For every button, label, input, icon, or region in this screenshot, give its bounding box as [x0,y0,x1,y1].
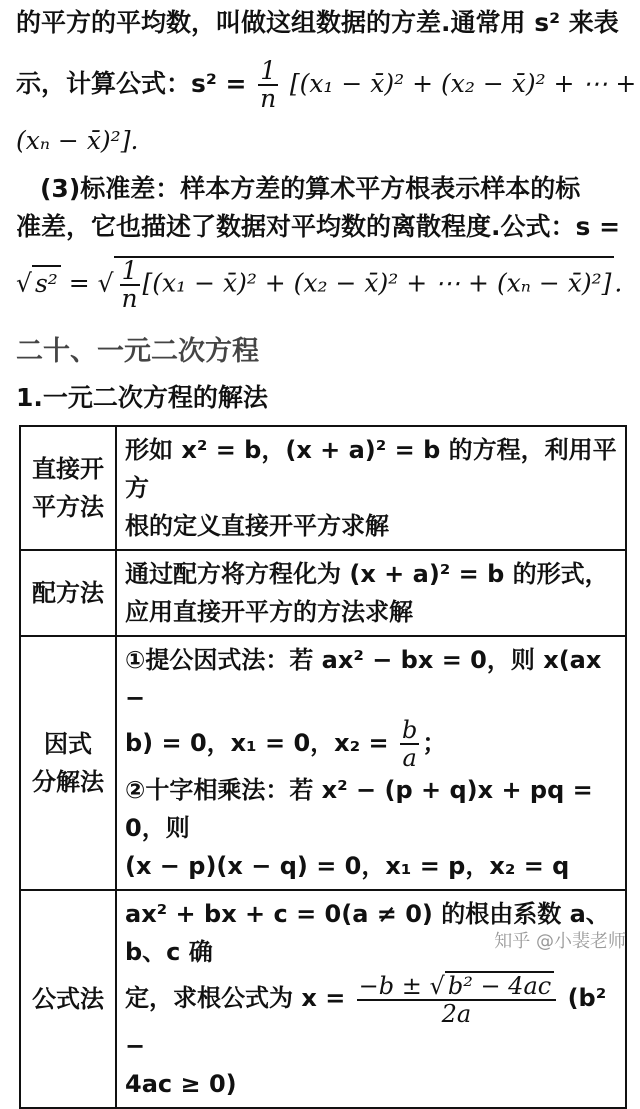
method-name: 直接开 平方法 [20,426,116,550]
factor-result-line: b) = 0，x₁ = 0，x₂ = $\frac{b}{a}$ ； [125,716,447,772]
section-heading: 二十、一元二次方程 [16,336,259,367]
method-description: 形如 x² = b，(x + a)² = b 的方程，利用平方 根的定义直接开平方求解 [116,426,626,550]
variance-sum: [(x₁ − x̄)² + (x₂ − x̄)² + ⋯ + [289,69,637,98]
sqrt-sign-icon: √ [97,268,114,298]
variance-fraction-numerator: 1 [260,56,277,85]
table-row [20,550,626,636]
quadratic-formula-fraction: $\frac{\text{−b ± √ b² − 4ac}}{2a}$ [357,971,557,1027]
std-dev-sum: [(x₁ − x̄)² + (x₂ − x̄)² + ⋯ + (xₙ − x̄)²] [142,268,612,298]
sqrt-variance [114,256,615,312]
sqrt-sign-icon: √ [429,972,445,1000]
std-dev-fraction-denominator: n [121,284,138,313]
watermark: 知乎 @小裴老师 [494,931,626,952]
intro-line-1: 的平方的平均数，叫做这组数据的方差.通常用 s² 来表 [16,8,619,37]
method-description: ax² + bx + c = 0(a ≠ 0) 的根由系数 a、b、c 确 定，求根公式为 x = $\frac{\text{−b ± √ b² − 4ac}}{2a}$ (b² − 4ac ≥ 0) [116,890,626,1108]
intro-line-5: 准差，它也描述了数据对平均数的离散程度.公式：s = [16,212,621,241]
discriminant-root: b² − 4ac [445,971,554,999]
intro-line-3: (xₙ − x̄)²]. [16,126,139,155]
method-description: ①提公因式法：若 ax² − bx = 0，则 x(ax − b) = 0，x₁ = 0，x₂ = $\frac{b}{a}$ ； ②十字相乘法：若 x² − (p + q)x + pq = 0，则 (x − p)(x − q) = 0，x₁ = p，x₂ = q [116,636,626,890]
quadratic-formula-line: 定，求根公式为 x = $\frac{\text{−b ± √ b² − 4ac}}{2a}$ (b² − [125,972,607,1060]
sqrt-s-squared: s² [32,265,61,301]
std-dev-formula [16,256,630,312]
intro-line-2 [16,56,637,113]
table-row [20,636,626,890]
variance-fraction-denominator: n [260,84,277,113]
section-subheading: 1.一元二次方程的解法 [16,383,268,412]
variance-label: 示，计算公式：s² = [16,69,247,98]
table-row [20,890,626,1108]
sqrt-sign-icon: √ [16,268,32,298]
methods-table [19,425,627,1109]
method-name: 配方法 [20,550,116,636]
intro-line-4: (3)标准差：样本方差的算术平方根表示样本的标 [40,174,581,203]
method-name: 因式 分解法 [20,636,116,890]
std-dev-fraction-numerator: 1 [121,256,138,285]
table-row [20,426,626,550]
std-dev-fraction [120,258,140,312]
variance-fraction [258,58,278,112]
std-dev-end: . [614,268,623,298]
equals-sign: = [68,268,90,298]
method-description: 通过配方将方程化为 (x + a)² = b 的形式， 应用直接开平方的方法求解 [116,550,626,636]
method-name: 公式法 [20,890,116,1108]
root-fraction: $\frac{b}{a}$ [402,716,418,772]
